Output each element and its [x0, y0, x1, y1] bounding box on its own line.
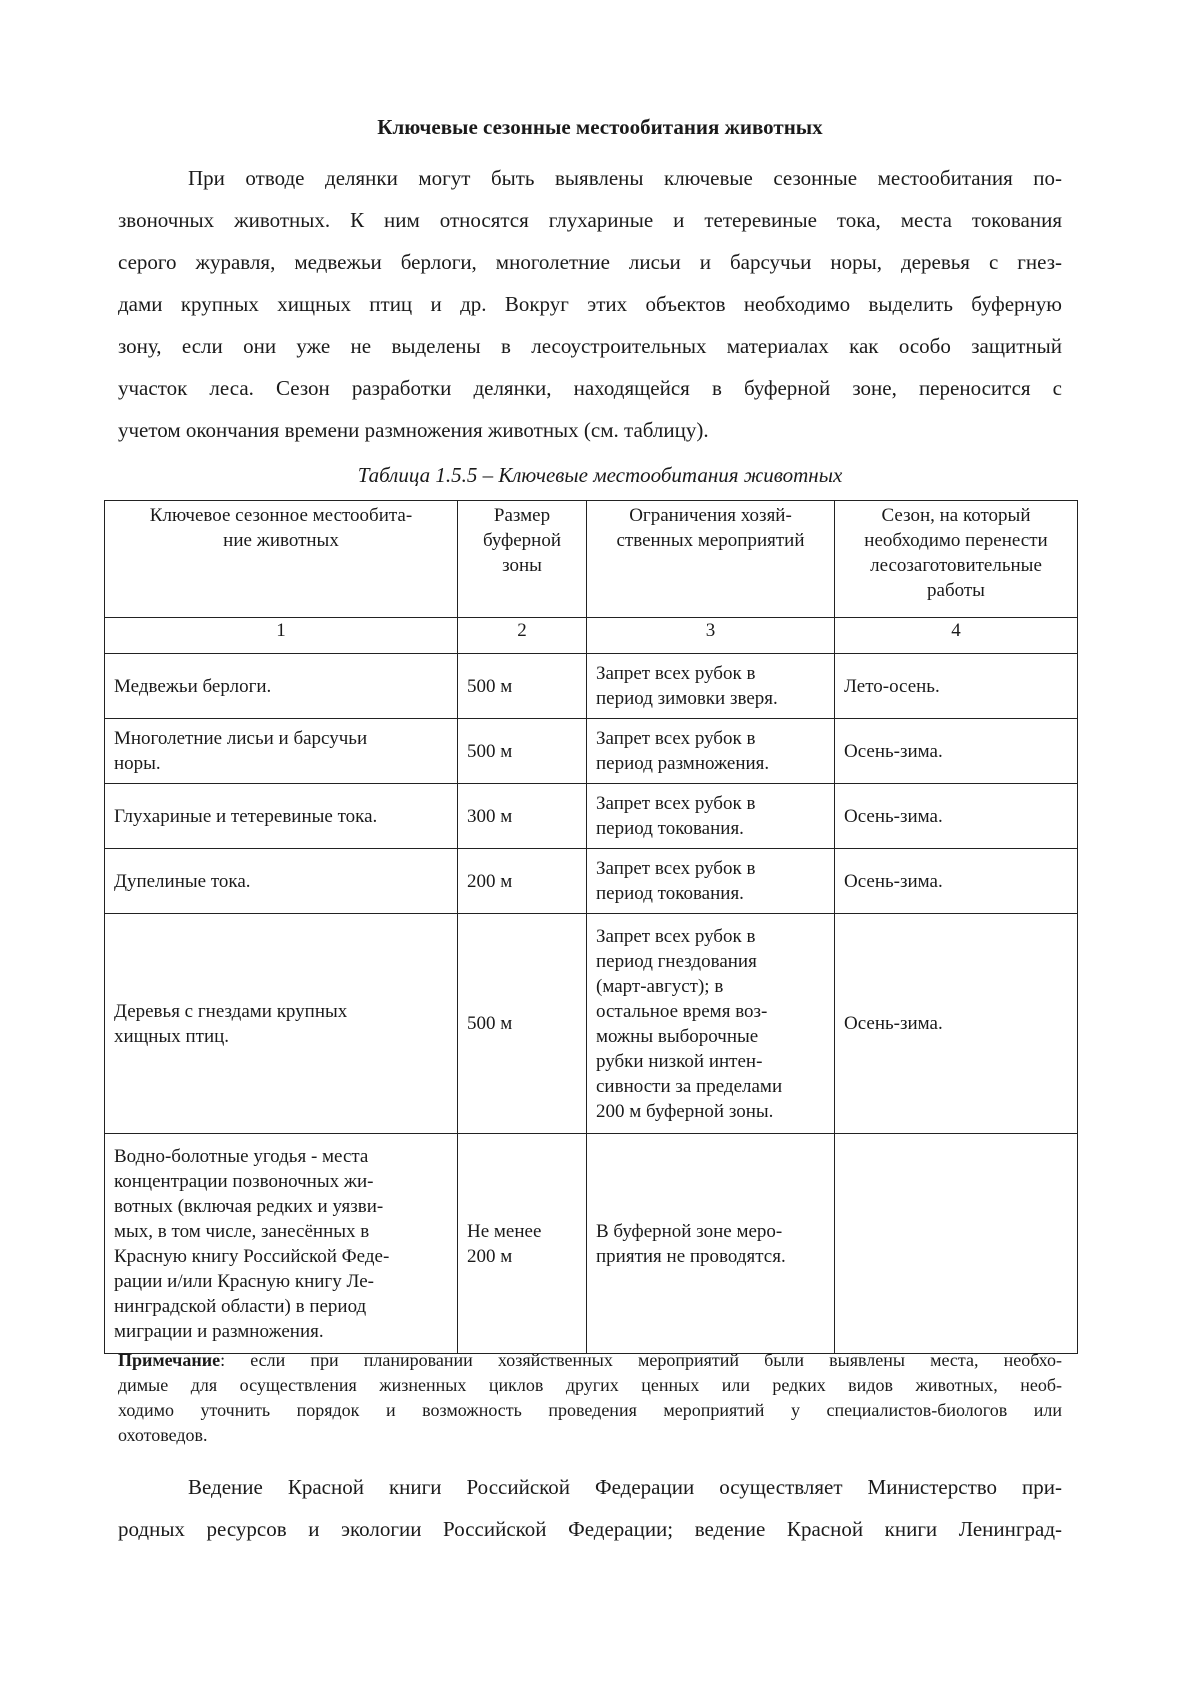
cell-buffer: Не менее 200 м — [458, 1134, 587, 1354]
column-number-row — [105, 618, 1078, 654]
cell-habitat: Водно-болотные угодья - места концентрации позвоночных жи- вотных (включая редких и уязви- мых, в том числе, занесённых в Красную книгу Российской Феде- рации и/или Красную книгу Ле- нинградской области) в период миграции и размножения. — [105, 1134, 458, 1354]
table-note — [118, 1348, 1062, 1448]
cell-restriction: В буферной зоне меро- приятия не проводятся. — [587, 1134, 835, 1354]
cell-restriction: Запрет всех рубок в период гнездования (март-август); в остальное время воз- можны выборочные рубки низкой интен- сивности за пределами 200 м буферной зоны. — [587, 914, 835, 1134]
note-label: Примечание — [118, 1350, 221, 1370]
cell-buffer: 300 м — [458, 784, 587, 849]
cell-habitat: Дупелиные тока. — [105, 849, 458, 914]
outro-paragraph — [118, 1466, 1062, 1550]
table-row — [105, 719, 1078, 784]
note-line: Примечание: если при планировании хозяйственных мероприятий были выявлены места, необхо- — [118, 1350, 1062, 1370]
note-line: димые для осуществления жизненных циклов других ценных или редких видов животных, необ- — [118, 1375, 1062, 1395]
table-row — [105, 654, 1078, 719]
cell-buffer: 500 м — [458, 719, 587, 784]
table-row — [105, 849, 1078, 914]
intro-line: звоночных животных. К ним относятся глухариные и тетеревиные тока, места токования — [118, 208, 1062, 232]
intro-line: дами крупных хищных птиц и др. Вокруг этих объектов необходимо выделить буферную — [118, 292, 1062, 316]
cell-habitat: Многолетние лисьи и барсучьи норы. — [105, 719, 458, 784]
table-caption: Таблица 1.5.5 – Ключевые местообитания животных — [357, 463, 843, 487]
header-restriction: Ограничения хозяй- ственных мероприятий — [587, 501, 835, 618]
header-season: Сезон, на который необходимо перенести лесозаготовительные работы — [835, 501, 1078, 618]
note-line: ходимо уточнить порядок и возможность проведения мероприятий у специалистов-биологов или — [118, 1400, 1062, 1420]
column-number: 3 — [587, 618, 835, 654]
cell-buffer: 500 м — [458, 654, 587, 719]
intro-line: зону, если они уже не выделены в лесоустроительных материалах как особо защитный — [118, 334, 1062, 358]
outro-line: Ведение Красной книги Российской Федерации осуществляет Министерство при- — [188, 1475, 1062, 1499]
cell-season: Лето-осень. — [835, 654, 1078, 719]
column-number: 1 — [105, 618, 458, 654]
header-habitat: Ключевое сезонное местообита- ние животных — [105, 501, 458, 618]
header-buffer: Размер буферной зоны — [458, 501, 587, 618]
intro-line: учетом окончания времени размножения животных (см. таблицу). — [118, 418, 709, 442]
cell-buffer: 200 м — [458, 849, 587, 914]
intro-line: При отводе делянки могут быть выявлены ключевые сезонные местообитания по- — [188, 166, 1062, 190]
cell-season — [835, 1134, 1078, 1354]
cell-season: Осень-зима. — [835, 719, 1078, 784]
section-heading: Ключевые сезонные местообитания животных — [377, 115, 823, 139]
note-line: охотоведов. — [118, 1425, 208, 1445]
cell-restriction: Запрет всех рубок в период токования. — [587, 784, 835, 849]
habitats-table — [104, 500, 1078, 1354]
cell-restriction: Запрет всех рубок в период зимовки зверя. — [587, 654, 835, 719]
intro-paragraph — [118, 157, 1062, 451]
column-number: 2 — [458, 618, 587, 654]
cell-buffer: 500 м — [458, 914, 587, 1134]
table-row — [105, 1134, 1078, 1354]
cell-habitat: Глухариные и тетеревиные тока. — [105, 784, 458, 849]
table-row — [105, 784, 1078, 849]
intro-line: серого журавля, медвежьи берлоги, многолетние лисьи и барсучьи норы, деревья с гнез- — [118, 250, 1062, 274]
outro-line: родных ресурсов и экологии Российской Федерации; ведение Красной книги Ленинград- — [118, 1517, 1062, 1541]
table-row — [105, 914, 1078, 1134]
column-number: 4 — [835, 618, 1078, 654]
cell-restriction: Запрет всех рубок в период токования. — [587, 849, 835, 914]
table-header-row — [105, 501, 1078, 618]
cell-season: Осень-зима. — [835, 784, 1078, 849]
cell-season: Осень-зима. — [835, 914, 1078, 1134]
intro-line: участок леса. Сезон разработки делянки, находящейся в буферной зоне, переносится с — [118, 376, 1062, 400]
cell-season: Осень-зима. — [835, 849, 1078, 914]
cell-restriction: Запрет всех рубок в период размножения. — [587, 719, 835, 784]
cell-habitat: Деревья с гнездами крупных хищных птиц. — [105, 914, 458, 1134]
cell-habitat: Медвежьи берлоги. — [105, 654, 458, 719]
